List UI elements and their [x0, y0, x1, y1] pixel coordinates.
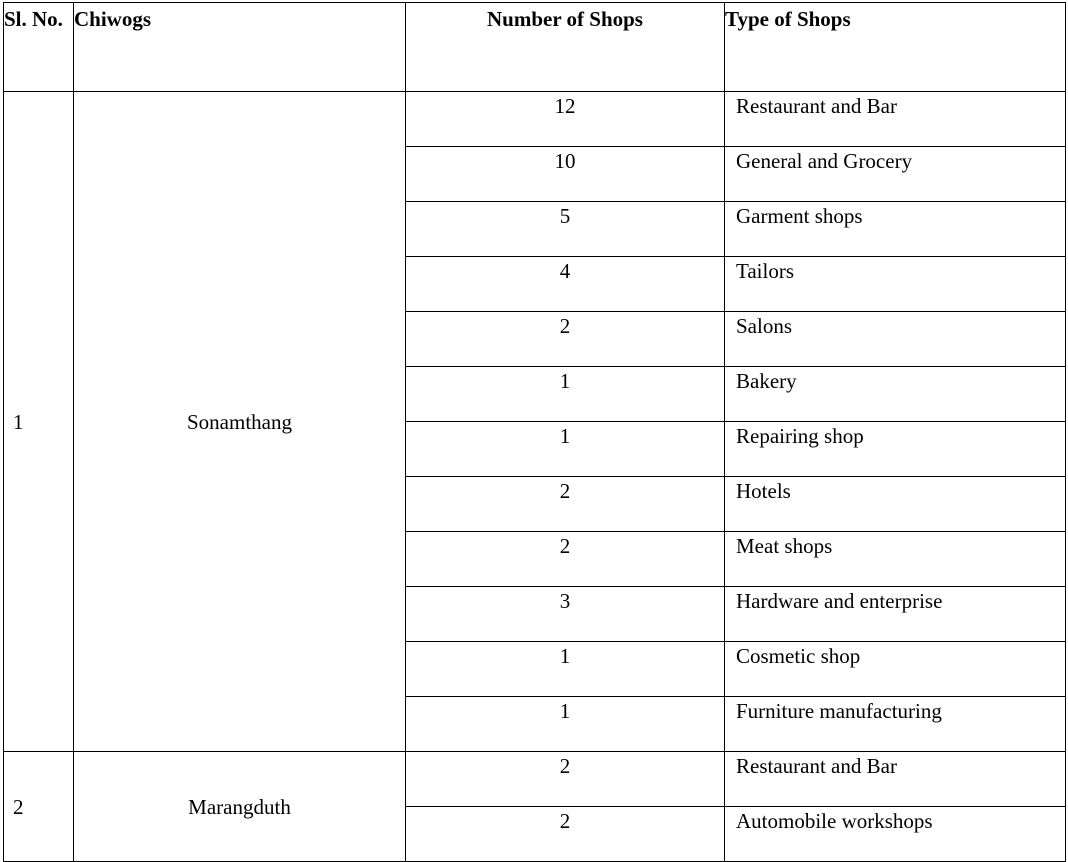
shop-count-cell: 1	[406, 422, 725, 477]
shop-type-cell: Furniture manufacturing	[725, 697, 1066, 752]
shop-count-cell: 2	[406, 807, 725, 862]
shop-count-cell: 2	[406, 752, 725, 807]
sl-no-cell: 1	[4, 92, 74, 752]
table-header-row	[4, 3, 1066, 92]
shop-type-cell: Salons	[725, 312, 1066, 367]
shop-count-cell: 1	[406, 367, 725, 422]
shop-type-cell: Restaurant and Bar	[725, 92, 1066, 147]
shop-count-cell: 1	[406, 642, 725, 697]
header-number-of-shops: Number of Shops	[406, 3, 725, 92]
shop-count-cell: 10	[406, 147, 725, 202]
shop-count-cell: 2	[406, 477, 725, 532]
table-row	[4, 92, 1066, 147]
shop-type-cell: Hotels	[725, 477, 1066, 532]
chiwog-cell: Sonamthang	[74, 92, 406, 752]
shop-type-cell: Meat shops	[725, 532, 1066, 587]
shop-count-cell: 2	[406, 532, 725, 587]
shop-type-cell: Restaurant and Bar	[725, 752, 1066, 807]
shop-type-cell: Hardware and enterprise	[725, 587, 1066, 642]
header-sl-no: Sl. No.	[4, 3, 74, 92]
shop-count-cell: 4	[406, 257, 725, 312]
shop-count-cell: 1	[406, 697, 725, 752]
shop-type-cell: Garment shops	[725, 202, 1066, 257]
shop-count-cell: 2	[406, 312, 725, 367]
chiwog-cell: Marangduth	[74, 752, 406, 862]
header-chiwogs: Chiwogs	[74, 3, 406, 92]
shops-table	[3, 2, 1066, 862]
shop-count-cell: 3	[406, 587, 725, 642]
shop-type-cell: General and Grocery	[725, 147, 1066, 202]
shop-type-cell: Tailors	[725, 257, 1066, 312]
shop-type-cell: Bakery	[725, 367, 1066, 422]
shop-count-cell: 5	[406, 202, 725, 257]
table-body	[4, 92, 1066, 862]
shop-type-cell: Cosmetic shop	[725, 642, 1066, 697]
shop-type-cell: Repairing shop	[725, 422, 1066, 477]
sl-no-cell: 2	[4, 752, 74, 862]
shop-count-cell: 12	[406, 92, 725, 147]
shop-type-cell: Automobile workshops	[725, 807, 1066, 862]
header-type-of-shops: Type of Shops	[725, 3, 1066, 92]
table-row	[4, 752, 1066, 807]
